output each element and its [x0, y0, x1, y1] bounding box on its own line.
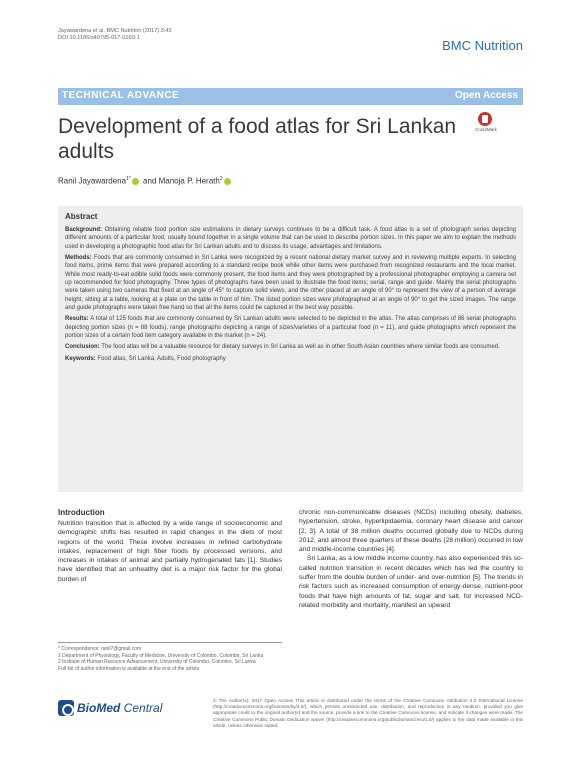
- section-heading: Introduction: [58, 508, 105, 517]
- abstract-heading: Abstract: [65, 212, 98, 221]
- abstract-label: Conclusion:: [65, 344, 100, 351]
- biomed-central-logo-icon: [58, 700, 74, 716]
- author-affiliation-mark: 1*: [126, 176, 131, 182]
- abstract-keywords: [65, 355, 516, 363]
- body-paragraph: chronic non-communicable diseases (NCDs) including obesity, diabetes, hypertension, stroke, hyperlipidaemia, coronary heart disease and cancer [2, 3]. A total of 38 million deaths occurred globally due to NCDs during 2012, and almost three quarters of these deaths (28 million) occurred in low and middle-income countries [4].: [299, 509, 523, 554]
- abstract-text: The food atlas will be a valuable resource for dietary surveys in Sri Lanka as well as in other South Asian countries where similar foods are consumed.: [101, 344, 500, 351]
- author-affiliation-mark: 2: [219, 176, 223, 182]
- article-title: Development of a food atlas for Sri Lankan adults: [58, 115, 457, 163]
- article-type-banner: [58, 88, 523, 105]
- abstract-text: A total of 125 foods that are commonly consumed by Sri Lankan adults were selected to be depicted in the atlas. The atlas comprises of 86 serial photographs depicting portion sizes (n = 88 foods), range photographs depicting a range of sizes/varieties of a particular food (n = 11), and guide photographs which represent the portion sizes of a certain food item category available in the market (n = 24).: [65, 316, 516, 340]
- abstract-box: [58, 206, 523, 492]
- abstract-label: Background:: [65, 227, 103, 233]
- publisher-name-light: Central: [120, 701, 163, 715]
- author-info-note: Full list of author information is available at the end of the article: [58, 665, 200, 672]
- abstract-label: Results:: [65, 316, 89, 323]
- author-name[interactable]: Manoja P. Herath: [158, 176, 220, 186]
- license-statement: © The Author(s). 2017 Open Access This article is distributed under the terms of the Creative Commons Attribution 4.0 International License (http://creativecommons.org/licenses/by/4.0/), which permits unrestricted use, distribution, and reproduction in any medium, provided you give appropriate credit to the original author(s) and the source, provide a link to the Creative Commons license, and indicate if changes were made. The Creative Commons Public Domain Dedication waiver (http://creativecommons.org/publicdomain/zero/1.0/) applies to the data made available in this article, unless otherwise stated.: [213, 698, 523, 728]
- article-type: TECHNICAL ADVANCE: [62, 90, 180, 101]
- citation-line: Jayawardena et al. BMC Nutrition (2017) 3:43: [58, 28, 172, 34]
- affiliation: 2 Institute of Human Resource Advancement, University of Colombo, Colombo, Sri Lanka: [58, 659, 256, 666]
- crossmark-label: CrossMark: [475, 127, 497, 132]
- page-header: [58, 28, 523, 53]
- body-column-right: [299, 508, 523, 610]
- abstract-label: Methods:: [65, 255, 92, 262]
- correspondence-email[interactable]: * Correspondence: ranil7@gmail.com: [58, 646, 142, 652]
- journal-name: BMC Nutrition: [442, 38, 523, 53]
- body-paragraph: Sri Lanka, as a low middle income country, has also experienced this so-called nutrition transition in recent decades which has led the country to suffer from the double burden of under- and over-nutrition [5]. The trends in risk factors such as increased consumption of energy-dense, nutrient-poor foods that have high amounts of fat, sugar and salt, for increased NCD-related morbidity and mortality, manifest an upward: [299, 555, 523, 609]
- crossmark-badge[interactable]: [470, 112, 526, 136]
- publisher-name-bold: BioMed: [77, 701, 121, 715]
- author-connector: and: [143, 176, 157, 186]
- body-paragraph: Nutrition transition that is affected by a wide range of socioeconomic and demographic shifts has resulted in rapid changes in the diets of most regions of the world. These involve increases in refined carbohydrate intakes, replacement of high fiber foods by processed versions, and increases in intakes of animal and partially hydrogenated fats [1]. Studies have identified that an unhealthy diet is a major risk factor for the global burden of: [58, 520, 282, 583]
- doi-line[interactable]: DOI 10.1186/s40795-017-0160-1: [58, 35, 140, 41]
- body-column-left: [58, 519, 282, 584]
- publisher-name: [77, 701, 162, 715]
- orcid-icon[interactable]: [224, 178, 231, 185]
- abstract-text: Foods that are commonly consumed in Sri Lanka were recognized by a recent national dietary market survey and in reviewing multiple experts. In selecting food items, prime items that were prepared according to a standard recipe book while other items were purchased from recognized restaurants and the local market. While most ready-to-eat edible solid foods were commonly present, the food items and they were photographed by a professional photographer employing a camera set up recommended for food photography. Three types of photographs have been used to illustrate the food items; serial, range and guide. Mainly the serial photographs were taken using two cameras that fixed at an angle of 45° to capture solid views, and the other placed at an angle of 90° to represent the view of a person of average height, sitting at a table, looking at a plate on the table in front of him. The listed portion sizes were photographed at an angle of 90° to get the sized images. The range and guide photographs were taken free hand so that all the items could be captured in the best way possible.: [65, 255, 516, 312]
- affiliation: 1 Department of Physiology, Faculty of Medicine, University of Colombo, Colombo, Sri Lanka: [58, 652, 264, 659]
- orcid-icon[interactable]: [132, 178, 139, 185]
- crossmark-icon: [478, 112, 492, 126]
- abstract-label: Keywords:: [65, 355, 96, 362]
- correspondence-footnote: [58, 642, 282, 672]
- abstract-results: [65, 315, 516, 340]
- open-access-label: Open Access: [455, 90, 518, 101]
- keywords-text: Food atlas, Sri Lanka, Adults, Food photography: [97, 355, 226, 362]
- abstract-methods: [65, 254, 516, 312]
- abstract-text: Obtaining reliable food portion size estimations in dietary surveys continues to be a difficult task. A food atlas is a set of photograph series depicting different amounts of a particular food, usually bound together in a single volume that can be used to describe portion sizes. In this paper we aim to explain the methods used in developing a photographic food atlas for Sri Lankan adults and to discuss its usage, advantages and limitations.: [65, 227, 516, 250]
- abstract-background: [65, 226, 516, 251]
- author-name[interactable]: Ranil Jayawardena: [58, 176, 127, 186]
- author-list: [58, 176, 233, 186]
- citation: [58, 28, 358, 42]
- publisher-logo[interactable]: [58, 700, 178, 716]
- abstract-conclusion: [65, 343, 516, 351]
